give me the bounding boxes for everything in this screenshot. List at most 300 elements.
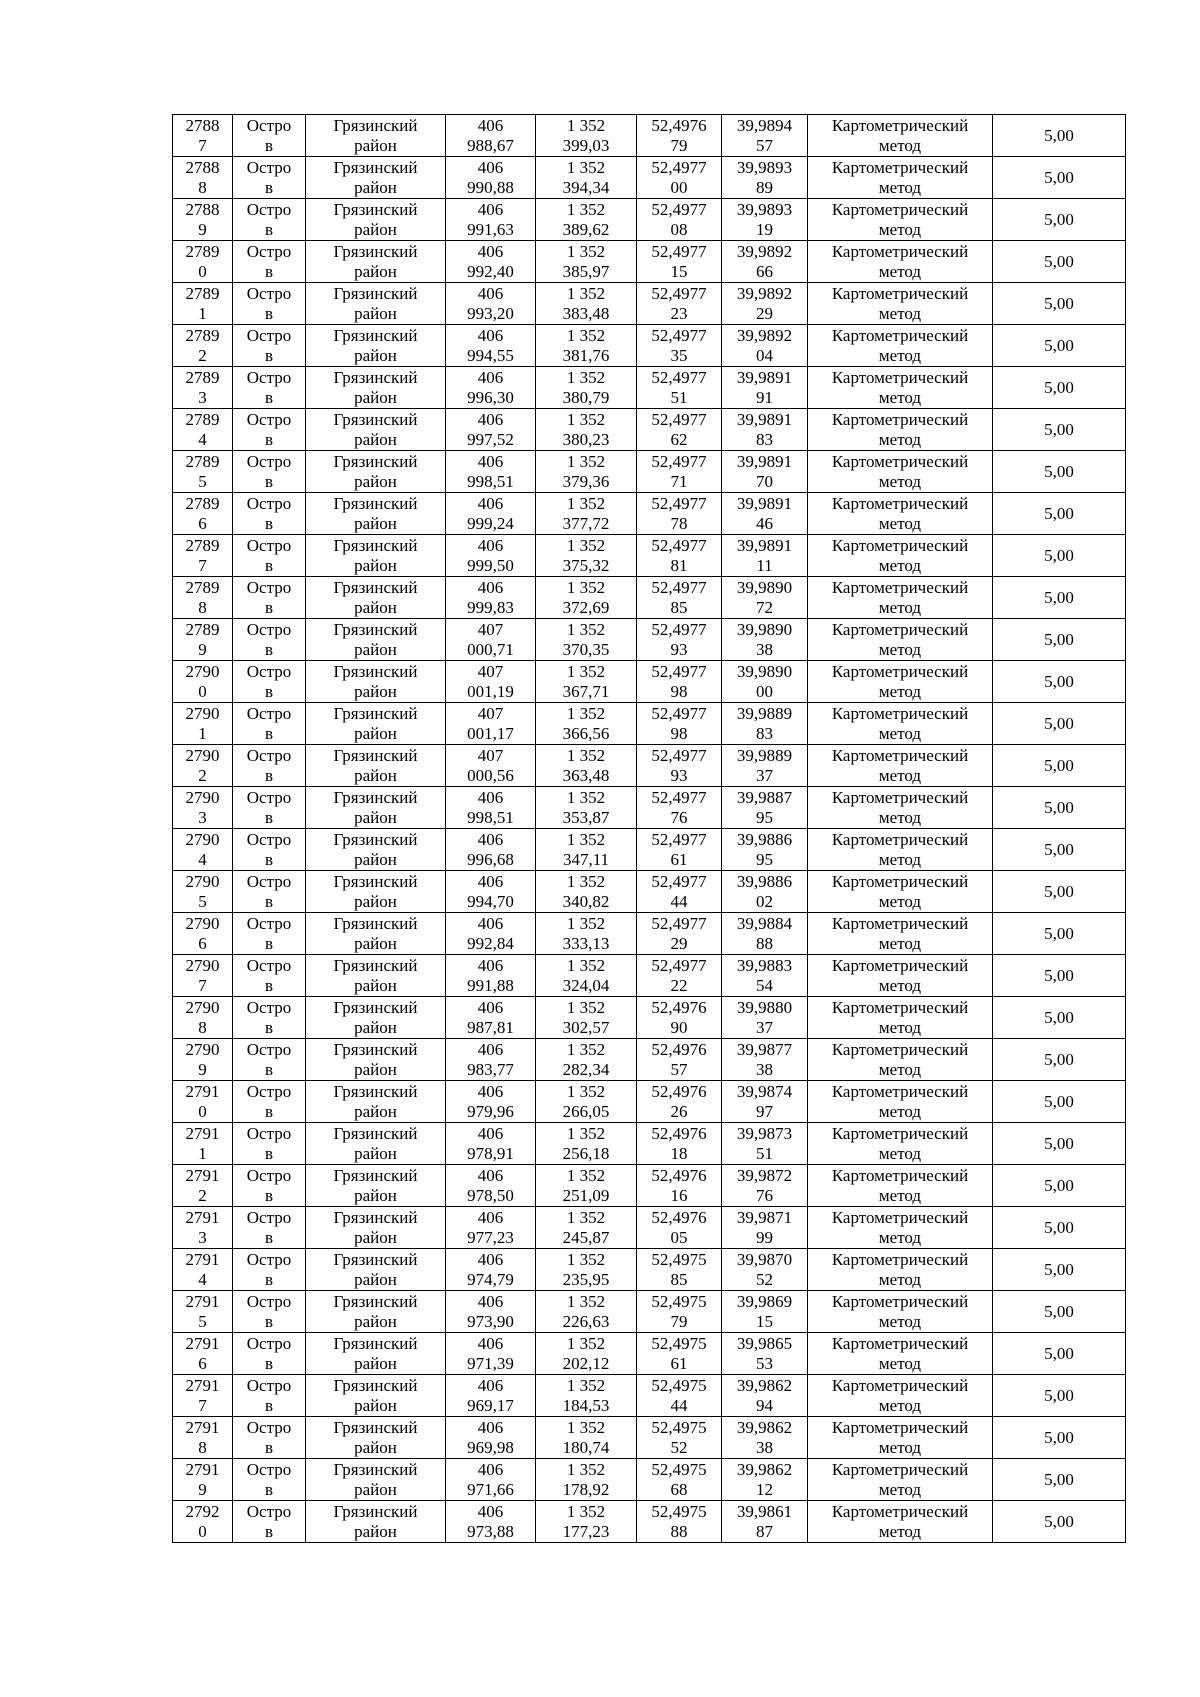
longitude-part1: 39,9891 <box>736 535 793 555</box>
point-number-cell <box>173 157 233 199</box>
district-word: район <box>354 1311 397 1331</box>
x-coordinate-part2: 992,40 <box>467 261 514 281</box>
object-type-part2: в <box>264 1227 274 1247</box>
longitude-cell <box>722 703 808 745</box>
point-number-part1: 2790 <box>185 955 220 975</box>
object-type-part1: Остро <box>246 1123 292 1143</box>
y-coordinate-cell <box>536 997 637 1039</box>
accuracy-value: 5,00 <box>1044 797 1074 817</box>
district-cell <box>306 1081 446 1123</box>
object-type-cell <box>233 1417 306 1459</box>
longitude-part1: 39,9891 <box>736 409 793 429</box>
method-cell <box>808 703 993 745</box>
method-cell <box>808 1417 993 1459</box>
object-type-cell <box>233 577 306 619</box>
longitude-cell <box>722 283 808 325</box>
district-name: Грязинский <box>333 1375 418 1395</box>
longitude-part2: 00 <box>756 681 773 701</box>
longitude-cell <box>722 913 808 955</box>
y-coordinate-cell <box>536 1081 637 1123</box>
y-coordinate-part1: 1 352 <box>566 1081 606 1101</box>
point-number-part2: 8 <box>198 1437 207 1457</box>
table-row <box>173 1333 1126 1375</box>
x-coordinate-cell <box>446 913 536 955</box>
longitude-part1: 39,9884 <box>736 913 793 933</box>
district-cell <box>306 703 446 745</box>
accuracy-value: 5,00 <box>1044 419 1074 439</box>
method-cell <box>808 157 993 199</box>
latitude-part1: 52,4976 <box>651 1081 707 1101</box>
longitude-part1: 39,9889 <box>736 703 793 723</box>
table-row <box>173 1249 1126 1291</box>
method-word: метод <box>878 303 922 323</box>
latitude-part1: 52,4977 <box>651 955 707 975</box>
y-coordinate-part2: 366,56 <box>562 723 610 743</box>
district-cell <box>306 1291 446 1333</box>
method-name: Картометрический <box>831 577 969 597</box>
object-type-cell <box>233 535 306 577</box>
latitude-part1: 52,4977 <box>651 367 707 387</box>
district-name: Грязинский <box>333 871 418 891</box>
latitude-part2: 98 <box>670 723 688 743</box>
object-type-cell <box>233 1291 306 1333</box>
district-word: район <box>354 849 397 869</box>
latitude-cell <box>637 913 722 955</box>
accuracy-cell <box>993 325 1126 367</box>
accuracy-cell <box>993 871 1126 913</box>
point-number-part2: 0 <box>198 261 207 281</box>
latitude-part2: 61 <box>670 1353 688 1373</box>
longitude-cell <box>722 241 808 283</box>
latitude-part2: 57 <box>670 1059 688 1079</box>
longitude-part1: 39,9862 <box>736 1375 793 1395</box>
accuracy-cell <box>993 535 1126 577</box>
method-cell <box>808 535 993 577</box>
method-name: Картометрический <box>831 1123 969 1143</box>
y-coordinate-cell <box>536 283 637 325</box>
x-coordinate-part1: 406 <box>477 325 504 345</box>
district-name: Грязинский <box>333 1333 418 1353</box>
object-type-cell <box>233 913 306 955</box>
y-coordinate-part2: 363,48 <box>562 765 610 785</box>
y-coordinate-part2: 375,32 <box>562 555 610 575</box>
district-name: Грязинский <box>333 661 418 681</box>
method-word: метод <box>878 429 922 449</box>
object-type-part2: в <box>264 681 274 701</box>
point-number-cell <box>173 1039 233 1081</box>
point-number-cell <box>173 451 233 493</box>
method-cell <box>808 787 993 829</box>
latitude-cell <box>637 241 722 283</box>
x-coordinate-part1: 407 <box>477 661 504 681</box>
longitude-part2: 51 <box>756 1143 773 1163</box>
latitude-part1: 52,4977 <box>651 325 707 345</box>
y-coordinate-part2: 367,71 <box>562 681 610 701</box>
district-word: район <box>354 1269 397 1289</box>
y-coordinate-part1: 1 352 <box>566 493 606 513</box>
latitude-part1: 52,4975 <box>651 1291 707 1311</box>
longitude-part1: 39,9893 <box>736 199 793 219</box>
longitude-part1: 39,9891 <box>736 493 793 513</box>
longitude-cell <box>722 325 808 367</box>
accuracy-cell <box>993 1333 1126 1375</box>
method-word: метод <box>878 219 922 239</box>
longitude-cell <box>722 1459 808 1501</box>
district-word: район <box>354 261 397 281</box>
accuracy-cell <box>993 1459 1126 1501</box>
latitude-part1: 52,4977 <box>651 409 707 429</box>
accuracy-value: 5,00 <box>1044 251 1074 271</box>
district-word: район <box>354 555 397 575</box>
latitude-cell <box>637 1375 722 1417</box>
district-word: район <box>354 1059 397 1079</box>
method-name: Картометрический <box>831 325 969 345</box>
district-cell <box>306 535 446 577</box>
object-type-part2: в <box>264 933 274 953</box>
method-cell <box>808 1333 993 1375</box>
latitude-part1: 52,4977 <box>651 535 707 555</box>
y-coordinate-part1: 1 352 <box>566 199 606 219</box>
point-number-part1: 2789 <box>185 325 220 345</box>
district-word: район <box>354 135 397 155</box>
y-coordinate-cell <box>536 745 637 787</box>
y-coordinate-cell <box>536 115 637 157</box>
method-name: Картометрический <box>831 115 969 135</box>
method-name: Картометрический <box>831 283 969 303</box>
longitude-cell <box>722 577 808 619</box>
y-coordinate-part2: 180,74 <box>562 1437 610 1457</box>
latitude-part2: 78 <box>670 513 688 533</box>
district-word: район <box>354 1227 397 1247</box>
latitude-part1: 52,4975 <box>651 1333 707 1353</box>
latitude-part2: 68 <box>670 1479 688 1499</box>
longitude-part2: 57 <box>756 135 773 155</box>
district-cell <box>306 871 446 913</box>
accuracy-cell <box>993 451 1126 493</box>
longitude-part2: 72 <box>756 597 773 617</box>
y-coordinate-cell <box>536 1501 637 1543</box>
x-coordinate-cell <box>446 829 536 871</box>
y-coordinate-part1: 1 352 <box>566 955 606 975</box>
longitude-part1: 39,9869 <box>736 1291 793 1311</box>
x-coordinate-part1: 406 <box>477 829 504 849</box>
method-cell <box>808 283 993 325</box>
point-number-cell <box>173 115 233 157</box>
y-coordinate-part2: 178,92 <box>562 1479 610 1499</box>
object-type-cell <box>233 1039 306 1081</box>
district-word: район <box>354 1017 397 1037</box>
y-coordinate-part1: 1 352 <box>566 1459 606 1479</box>
district-word: район <box>354 1395 397 1415</box>
object-type-part1: Остро <box>246 1165 292 1185</box>
coordinates-table <box>172 114 1126 1543</box>
method-cell <box>808 1291 993 1333</box>
longitude-part2: 38 <box>756 1437 773 1457</box>
longitude-part1: 39,9890 <box>736 661 793 681</box>
latitude-cell <box>637 451 722 493</box>
district-cell <box>306 1207 446 1249</box>
point-number-part2: 5 <box>198 1311 207 1331</box>
x-coordinate-part1: 406 <box>477 1459 504 1479</box>
point-number-part2: 0 <box>198 1101 207 1121</box>
object-type-cell <box>233 871 306 913</box>
x-coordinate-cell <box>446 1123 536 1165</box>
x-coordinate-part2: 973,88 <box>467 1521 514 1541</box>
district-cell <box>306 997 446 1039</box>
x-coordinate-cell <box>446 241 536 283</box>
longitude-part2: 38 <box>756 1059 773 1079</box>
point-number-part2: 2 <box>198 345 207 365</box>
longitude-part2: 76 <box>756 1185 773 1205</box>
latitude-part2: 05 <box>670 1227 688 1247</box>
table-row <box>173 703 1126 745</box>
accuracy-cell <box>993 703 1126 745</box>
district-cell <box>306 409 446 451</box>
latitude-cell <box>637 661 722 703</box>
method-name: Картометрический <box>831 157 969 177</box>
longitude-part2: 02 <box>756 891 773 911</box>
latitude-cell <box>637 1039 722 1081</box>
object-type-cell <box>233 115 306 157</box>
y-coordinate-part1: 1 352 <box>566 1039 606 1059</box>
y-coordinate-cell <box>536 913 637 955</box>
longitude-cell <box>722 1417 808 1459</box>
object-type-part2: в <box>264 1479 274 1499</box>
y-coordinate-cell <box>536 1165 637 1207</box>
latitude-cell <box>637 283 722 325</box>
longitude-part1: 39,9889 <box>736 745 793 765</box>
accuracy-value: 5,00 <box>1044 125 1074 145</box>
x-coordinate-cell <box>446 1333 536 1375</box>
accuracy-cell <box>993 1249 1126 1291</box>
district-name: Грязинский <box>333 997 418 1017</box>
point-number-part1: 2789 <box>185 619 220 639</box>
district-name: Грязинский <box>333 367 418 387</box>
latitude-part1: 52,4977 <box>651 157 707 177</box>
method-word: метод <box>878 471 922 491</box>
latitude-cell <box>637 1207 722 1249</box>
method-cell <box>808 745 993 787</box>
x-coordinate-cell <box>446 1459 536 1501</box>
object-type-part1: Остро <box>246 703 292 723</box>
y-coordinate-part1: 1 352 <box>566 1333 606 1353</box>
latitude-part1: 52,4977 <box>651 829 707 849</box>
longitude-part2: 97 <box>756 1101 773 1121</box>
latitude-cell <box>637 1123 722 1165</box>
y-coordinate-part2: 380,79 <box>562 387 610 407</box>
latitude-cell <box>637 493 722 535</box>
district-name: Грязинский <box>333 199 418 219</box>
point-number-cell <box>173 1207 233 1249</box>
point-number-part2: 4 <box>198 849 207 869</box>
point-number-part1: 2790 <box>185 871 220 891</box>
accuracy-value: 5,00 <box>1044 629 1074 649</box>
method-cell <box>808 829 993 871</box>
longitude-part2: 38 <box>756 639 773 659</box>
longitude-part2: 53 <box>756 1353 773 1373</box>
district-name: Грязинский <box>333 1501 418 1521</box>
accuracy-cell <box>993 199 1126 241</box>
district-name: Грязинский <box>333 577 418 597</box>
table-row <box>173 787 1126 829</box>
district-cell <box>306 367 446 409</box>
method-word: метод <box>878 723 922 743</box>
point-number-part1: 2789 <box>185 283 220 303</box>
table-row <box>173 619 1126 661</box>
object-type-part2: в <box>264 387 274 407</box>
x-coordinate-part1: 406 <box>477 1039 504 1059</box>
district-cell <box>306 1249 446 1291</box>
object-type-cell <box>233 829 306 871</box>
x-coordinate-part1: 406 <box>477 787 504 807</box>
method-name: Картометрический <box>831 1081 969 1101</box>
point-number-cell <box>173 325 233 367</box>
point-number-cell <box>173 367 233 409</box>
object-type-part1: Остро <box>246 1375 292 1395</box>
x-coordinate-cell <box>446 871 536 913</box>
accuracy-cell <box>993 913 1126 955</box>
method-word: метод <box>878 135 922 155</box>
latitude-part2: 81 <box>670 555 688 575</box>
method-word: метод <box>878 1269 922 1289</box>
y-coordinate-part1: 1 352 <box>566 1375 606 1395</box>
method-name: Картометрический <box>831 1039 969 1059</box>
accuracy-cell <box>993 1417 1126 1459</box>
method-word: метод <box>878 1185 922 1205</box>
latitude-cell <box>637 745 722 787</box>
latitude-part2: 26 <box>670 1101 688 1121</box>
y-coordinate-cell <box>536 199 637 241</box>
table-row <box>173 451 1126 493</box>
district-cell <box>306 619 446 661</box>
longitude-part1: 39,9873 <box>736 1123 793 1143</box>
district-name: Грязинский <box>333 745 418 765</box>
point-number-part1: 2790 <box>185 661 220 681</box>
object-type-cell <box>233 1375 306 1417</box>
accuracy-cell <box>993 661 1126 703</box>
district-cell <box>306 829 446 871</box>
method-name: Картометрический <box>831 241 969 261</box>
method-word: метод <box>878 765 922 785</box>
latitude-part2: 16 <box>670 1185 688 1205</box>
method-name: Картометрический <box>831 1375 969 1395</box>
longitude-cell <box>722 997 808 1039</box>
district-word: район <box>354 177 397 197</box>
x-coordinate-part2: 999,83 <box>467 597 514 617</box>
object-type-part1: Остро <box>246 241 292 261</box>
point-number-cell <box>173 409 233 451</box>
x-coordinate-cell <box>446 787 536 829</box>
y-coordinate-cell <box>536 1333 637 1375</box>
longitude-part1: 39,9877 <box>736 1039 793 1059</box>
method-name: Картометрический <box>831 1249 969 1269</box>
x-coordinate-part1: 406 <box>477 997 504 1017</box>
district-cell <box>306 1375 446 1417</box>
latitude-part2: 08 <box>670 219 688 239</box>
x-coordinate-part2: 001,19 <box>467 681 514 701</box>
method-cell <box>808 241 993 283</box>
district-word: район <box>354 807 397 827</box>
x-coordinate-cell <box>446 997 536 1039</box>
x-coordinate-cell <box>446 115 536 157</box>
point-number-part2: 2 <box>198 765 207 785</box>
x-coordinate-part2: 994,55 <box>467 345 514 365</box>
point-number-part2: 8 <box>198 597 207 617</box>
point-number-part1: 2789 <box>185 493 220 513</box>
district-name: Грязинский <box>333 535 418 555</box>
x-coordinate-cell <box>446 661 536 703</box>
point-number-cell <box>173 871 233 913</box>
point-number-cell <box>173 997 233 1039</box>
table-row <box>173 955 1126 997</box>
latitude-part1: 52,4975 <box>651 1501 707 1521</box>
y-coordinate-part2: 379,36 <box>562 471 610 491</box>
point-number-part2: 8 <box>198 1017 207 1037</box>
object-type-cell <box>233 409 306 451</box>
latitude-part2: 18 <box>670 1143 688 1163</box>
latitude-part1: 52,4975 <box>651 1459 707 1479</box>
point-number-cell <box>173 1291 233 1333</box>
x-coordinate-part1: 406 <box>477 1081 504 1101</box>
point-number-part1: 2790 <box>185 997 220 1017</box>
accuracy-value: 5,00 <box>1044 671 1074 691</box>
y-coordinate-part2: 389,62 <box>562 219 610 239</box>
point-number-cell <box>173 1165 233 1207</box>
x-coordinate-cell <box>446 409 536 451</box>
longitude-cell <box>722 1207 808 1249</box>
point-number-part2: 4 <box>198 429 207 449</box>
point-number-part2: 5 <box>198 891 207 911</box>
table-row <box>173 1291 1126 1333</box>
x-coordinate-cell <box>446 283 536 325</box>
longitude-part1: 39,9862 <box>736 1417 793 1437</box>
latitude-part1: 52,4976 <box>651 1165 707 1185</box>
point-number-part1: 2788 <box>185 157 220 177</box>
y-coordinate-part2: 372,69 <box>562 597 610 617</box>
latitude-cell <box>637 619 722 661</box>
latitude-part2: 23 <box>670 303 688 323</box>
point-number-part1: 2792 <box>185 1501 220 1521</box>
object-type-cell <box>233 451 306 493</box>
method-word: метод <box>878 807 922 827</box>
object-type-cell <box>233 661 306 703</box>
district-cell <box>306 787 446 829</box>
object-type-cell <box>233 493 306 535</box>
longitude-part1: 39,9891 <box>736 367 793 387</box>
y-coordinate-cell <box>536 1375 637 1417</box>
x-coordinate-part2: 997,52 <box>467 429 514 449</box>
y-coordinate-part1: 1 352 <box>566 661 606 681</box>
latitude-part1: 52,4976 <box>651 1123 707 1143</box>
accuracy-value: 5,00 <box>1044 1091 1074 1111</box>
x-coordinate-part1: 406 <box>477 1123 504 1143</box>
y-coordinate-part1: 1 352 <box>566 283 606 303</box>
district-cell <box>306 913 446 955</box>
latitude-part1: 52,4976 <box>651 1039 707 1059</box>
object-type-part1: Остро <box>246 913 292 933</box>
point-number-part2: 6 <box>198 1353 207 1373</box>
x-coordinate-part2: 991,63 <box>467 219 514 239</box>
latitude-cell <box>637 409 722 451</box>
longitude-part1: 39,9862 <box>736 1459 793 1479</box>
method-cell <box>808 1039 993 1081</box>
object-type-part2: в <box>264 807 274 827</box>
y-coordinate-cell <box>536 409 637 451</box>
point-number-part1: 2790 <box>185 1039 220 1059</box>
accuracy-value: 5,00 <box>1044 1217 1074 1237</box>
object-type-part1: Остро <box>246 1039 292 1059</box>
longitude-cell <box>722 1081 808 1123</box>
